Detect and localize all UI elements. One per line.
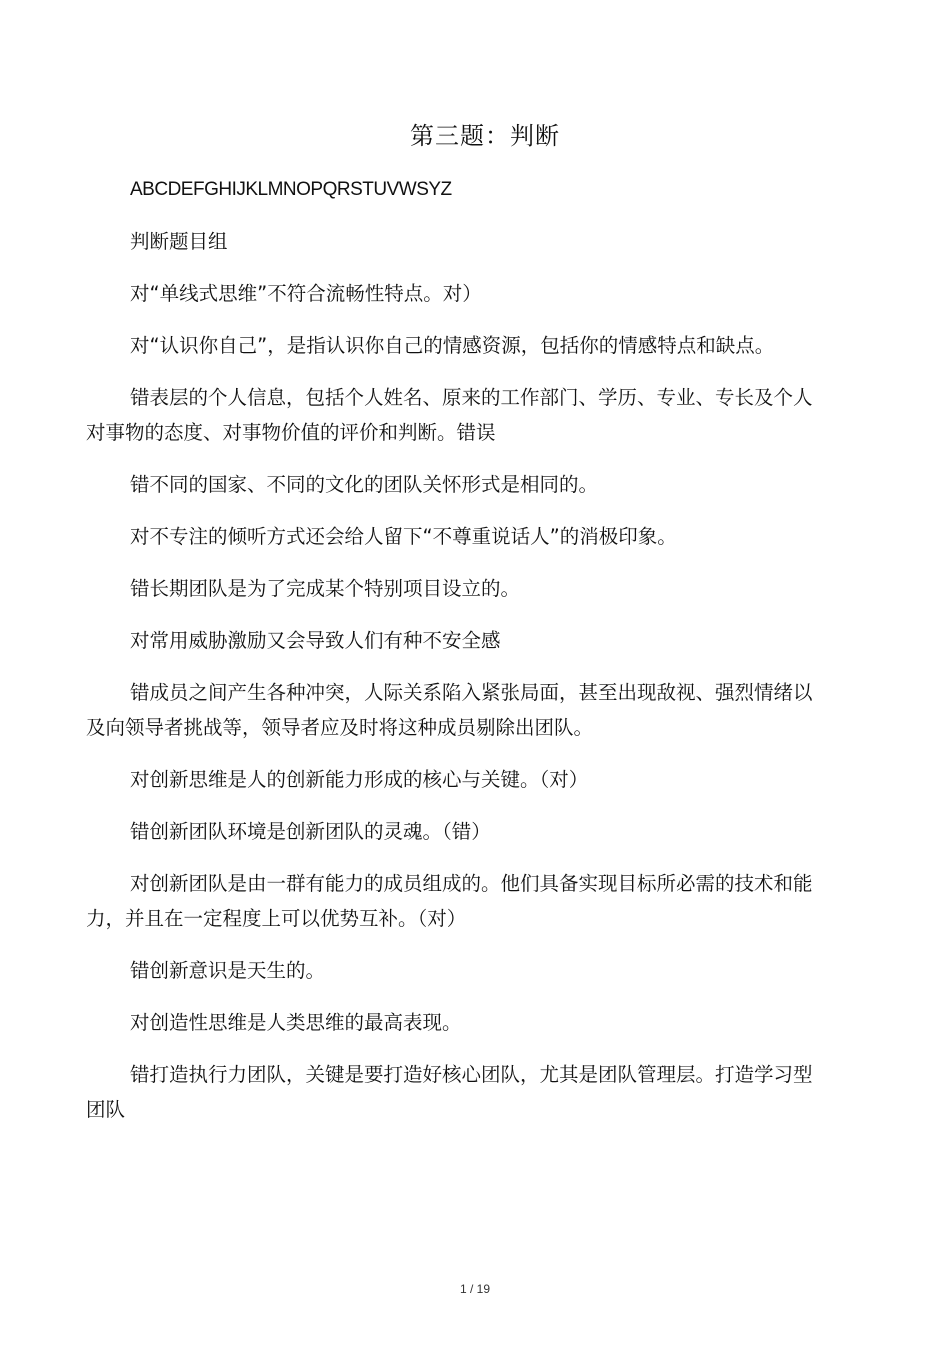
alphabet-line: ABCDEFGHIJKLMNOPQRSTUVWSYZ [130, 179, 452, 200]
question-item: 对创新思维是人的创新能力形成的核心与关键。（对） [130, 768, 589, 791]
question-item: 错表层的个人信息，包括个人姓名、原来的工作部门、学历、专业、专长及个人对事物的态度、对事物价值的评价和判断。错误 [86, 386, 813, 444]
document-body [86, 172, 826, 1144]
question-item: 对创造性思维是人类思维的最高表现。 [130, 1011, 462, 1034]
page-number: 1 / 19 [459, 1282, 491, 1296]
question-item: 错打造执行力团队，关键是要打造好核心团队，尤其是团队管理层。打造学习型团队 [86, 1063, 813, 1121]
document-title: 第三题：判断 [410, 122, 560, 150]
question-item: 对“单线式思维”不符合流畅性特点。对） [130, 282, 482, 305]
question-item: 对常用威胁激励又会导致人们有种不安全感 [130, 629, 501, 652]
question-item: 错长期团队是为了完成某个特别项目设立的。 [130, 577, 521, 600]
question-item: 错不同的国家、不同的文化的团队关怀形式是相同的。 [130, 473, 599, 496]
question-item: 错创新意识是天生的。 [130, 959, 326, 982]
question-item: 错成员之间产生各种冲突，人际关系陷入紧张局面，甚至出现敌视、强烈情绪以及向领导者挑战等，领导者应及时将这种成员剔除出团队。 [86, 681, 813, 739]
question-item: 对“认识你自己”，是指认识你自己的情感资源，包括你的情感特点和缺点。 [130, 334, 775, 357]
question-item: 错创新团队环境是创新团队的灵魂。（错） [130, 820, 491, 843]
question-item: 对创新团队是由一群有能力的成员组成的。他们具备实现目标所必需的技术和能力，并且在一定程度上可以优势互补。（对） [86, 872, 813, 930]
question-item: 对不专注的倾听方式还会给人留下“不尊重说话人”的消极印象。 [130, 525, 677, 548]
section-heading: 判断题目组 [130, 230, 228, 253]
